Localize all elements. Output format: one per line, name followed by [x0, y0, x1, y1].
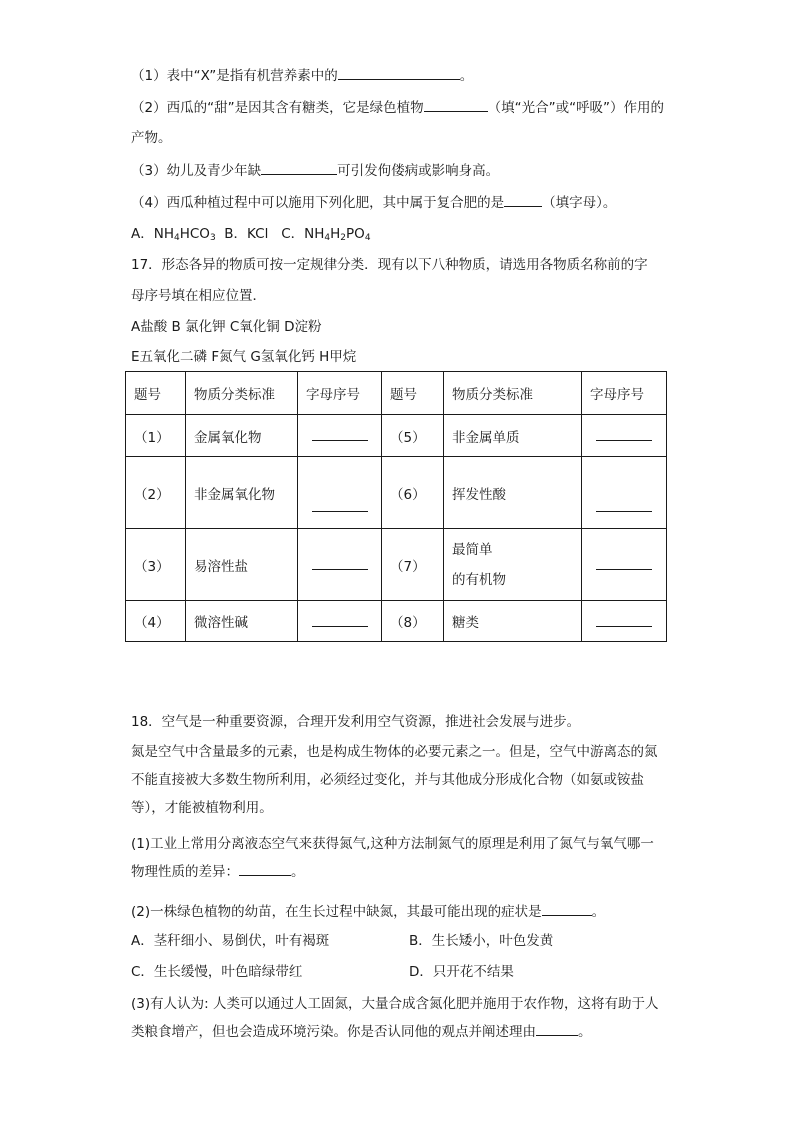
- table-row: （3） 易溶性盐 （7） 最简单 的有机物: [126, 529, 667, 601]
- answer-blank[interactable]: [596, 426, 652, 441]
- q17-stem-line2: 母序号填在相应位置．: [131, 288, 266, 304]
- q16-part3: （3）幼儿及青少年缺 可引发佝偻病或影响身高。: [131, 160, 499, 181]
- answer-blank[interactable]: [338, 65, 460, 80]
- answer-blank[interactable]: [312, 612, 368, 627]
- answer-blank[interactable]: [536, 1021, 578, 1036]
- table-header: 物质分类标准: [444, 372, 582, 415]
- q16-part2: （2）西瓜的“甜”是因其含有糖类，它是绿色植物 （填“光合”或“呼吸”）作用的: [131, 97, 664, 118]
- q18-part1: (1)工业上常用分离液态空气来获得氮气,这种方法制氮气的原理是利用了氮气与氧气哪一物理性质的差异： 。: [131, 836, 654, 880]
- option-c: C．生长缓慢，叶色暗绿带红: [131, 964, 303, 980]
- answer-blank[interactable]: [261, 160, 337, 175]
- q18-part2: (2)一株绿色植物的幼苗，在生长过程中缺氮，其最可能出现的症状是 。: [131, 901, 605, 922]
- option-c: C．$NH_4H_2PO_4$: [281, 226, 371, 243]
- answer-blank[interactable]: [424, 97, 488, 112]
- option-d: D．只开花不结果: [409, 964, 514, 980]
- answer-blank[interactable]: [239, 861, 291, 876]
- q17-substances-1: A盐酸 B 氯化钾 C氧化铜 D淀粉: [131, 319, 322, 335]
- q16-part4: （4）西瓜种植过程中可以施用下列化肥，其中属于复合肥的是 （填字母）。: [131, 192, 616, 213]
- classification-table: [125, 371, 667, 642]
- answer-blank[interactable]: [312, 555, 368, 570]
- option-b: B．KCl: [224, 226, 269, 242]
- q18-options-row2: [131, 962, 671, 982]
- table-row: （2） 非金属氧化物 （6） 挥发性酸: [126, 457, 667, 529]
- q18-stem: 18．空气是一种重要资源，合理开发利用空气资源，推进社会发展与进步。: [131, 714, 581, 730]
- answer-blank[interactable]: [596, 612, 652, 627]
- answer-blank[interactable]: [312, 497, 368, 512]
- q18-intro: 氮是空气中含量最多的元素，也是构成生物体的必要元素之一。但是，空气中游离态的氮不能直接被大多数生物所利用，必须经过变化，并与其他成分形成化合物（如氨或铵盐等），才能被植物利用。: [131, 744, 658, 816]
- answer-blank[interactable]: [504, 192, 542, 207]
- q16-part1: （1）表中“X”是指有机营养素中的 。: [131, 65, 473, 86]
- option-a: A．$NH_4HCO_3$: [131, 226, 216, 243]
- table-header: 字母序号: [298, 372, 382, 415]
- answer-blank[interactable]: [596, 497, 652, 512]
- q16-options: [131, 224, 371, 248]
- table-row: （1） 金属氧化物 （5） 非金属单质: [126, 415, 667, 457]
- option-b: B．生长矮小，叶色发黄: [409, 933, 554, 949]
- answer-blank[interactable]: [596, 555, 652, 570]
- table-header-row: [126, 372, 667, 415]
- table-row: （4） 微溶性碱 （8） 糖类: [126, 601, 667, 642]
- table-header: 字母序号: [582, 372, 667, 415]
- table-header: 题号: [382, 372, 444, 415]
- q17-stem-line1: 17．形态各异的物质可按一定规律分类．现有以下八种物质，请选用各物质名称前的字: [131, 257, 648, 273]
- q18-options-row1: [131, 931, 671, 951]
- q16-part2-cont: 产物。: [131, 130, 172, 146]
- q17-substances-2: E五氧化二磷 F氮气 G氢氧化钙 H甲烷: [131, 349, 357, 365]
- q18-part3: (3)有人认为: 人类可以通过人工固氮，大量合成含氮化肥并施用于农作物，这将有助于人类粮食增产，但也会造成环境污染。你是否认同他的观点并阐述理由 。: [131, 996, 659, 1040]
- table-header: 题号: [126, 372, 186, 415]
- table-header: 物质分类标准: [186, 372, 298, 415]
- option-a: A．茎秆细小、易倒伏，叶有褐斑: [131, 933, 330, 949]
- answer-blank[interactable]: [312, 426, 368, 441]
- answer-blank[interactable]: [542, 901, 592, 916]
